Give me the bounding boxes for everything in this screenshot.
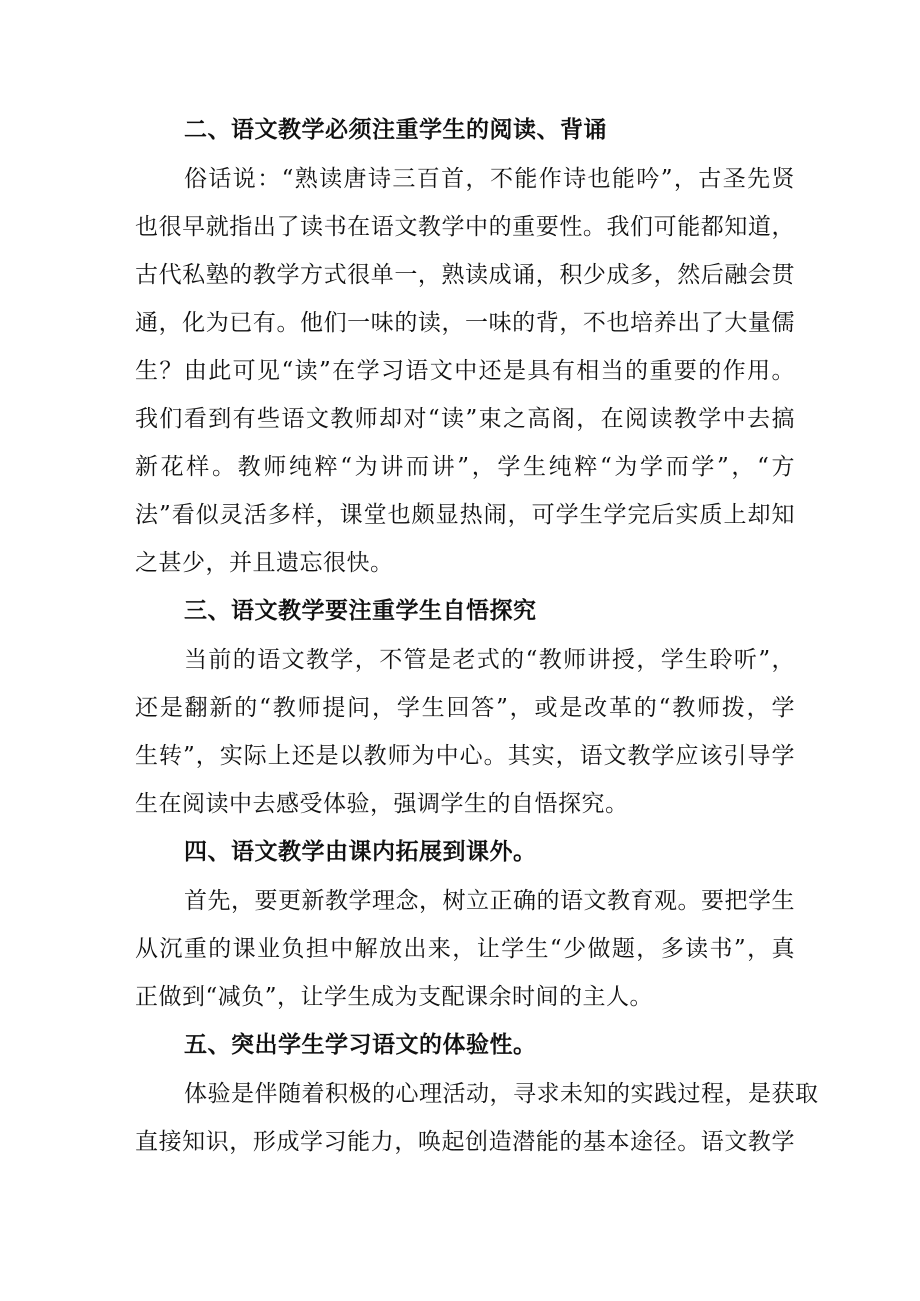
paragraph-line: 正做到“减负”，让学生成为支配课余时间的主人。 bbox=[135, 984, 654, 1010]
paragraph-line: 也很早就指出了读书在语文教学中的重要性。我们可能都知道， bbox=[135, 214, 795, 240]
paragraph-line: 直接知识，形成学习能力，唤起创造潜能的基本途径。语文教学 bbox=[135, 1129, 795, 1155]
paragraph-line: 之甚少，并且遗忘很快。 bbox=[135, 550, 394, 576]
section-heading: 二、语文教学必须注重学生的阅读、背诵 bbox=[184, 117, 607, 143]
paragraph-line: 首先，要更新教学理念，树立正确的语文教育观。要把学生 bbox=[184, 888, 795, 914]
section-heading: 三、语文教学要注重学生自悟探究 bbox=[184, 598, 537, 624]
paragraph-line: 当前的语文教学，不管是老式的“教师讲授，学生聆听”， bbox=[184, 647, 795, 673]
paragraph-line: 我们看到有些语文教师却对“读”束之高阁，在阅读教学中去搞 bbox=[135, 406, 795, 432]
paragraph-line: 法”看似灵活多样，课堂也颇显热闹，可学生学完后实质上却知 bbox=[135, 502, 795, 528]
paragraph-line: 生在阅读中去感受体验，强调学生的自悟探究。 bbox=[135, 791, 629, 817]
paragraph-line: 通，化为已有。他们一味的读，一味的背，不也培养出了大量儒 bbox=[135, 310, 795, 336]
paragraph-line: 还是翻新的“教师提问，学生回答”，或是改革的“教师拨，学 bbox=[135, 695, 795, 721]
section-heading: 四、语文教学由课内拓展到课外。 bbox=[184, 839, 537, 865]
section-heading: 五、突出学生学习语文的体验性。 bbox=[184, 1032, 537, 1058]
paragraph-line: 体验是伴随着积极的心理活动，寻求未知的实践过程，是获取 bbox=[184, 1081, 819, 1107]
paragraph-line: 俗话说：“熟读唐诗三百首，不能作诗也能吟”，古圣先贤 bbox=[184, 166, 795, 192]
paragraph-line: 从沉重的课业负担中解放出来，让学生“少做题，多读书”，真 bbox=[135, 936, 795, 962]
paragraph-line: 生转”，实际上还是以教师为中心。其实，语文教学应该引导学 bbox=[135, 743, 795, 769]
paragraph-line: 古代私塾的教学方式很单一，熟读成诵，积少成多，然后融会贯 bbox=[135, 262, 795, 288]
paragraph-line: 新花样。教师纯粹“为讲而讲”，学生纯粹“为学而学”，“方 bbox=[135, 454, 795, 480]
paragraph-line: 生？由此可见“读”在学习语文中还是具有相当的重要的作用。 bbox=[135, 358, 795, 384]
